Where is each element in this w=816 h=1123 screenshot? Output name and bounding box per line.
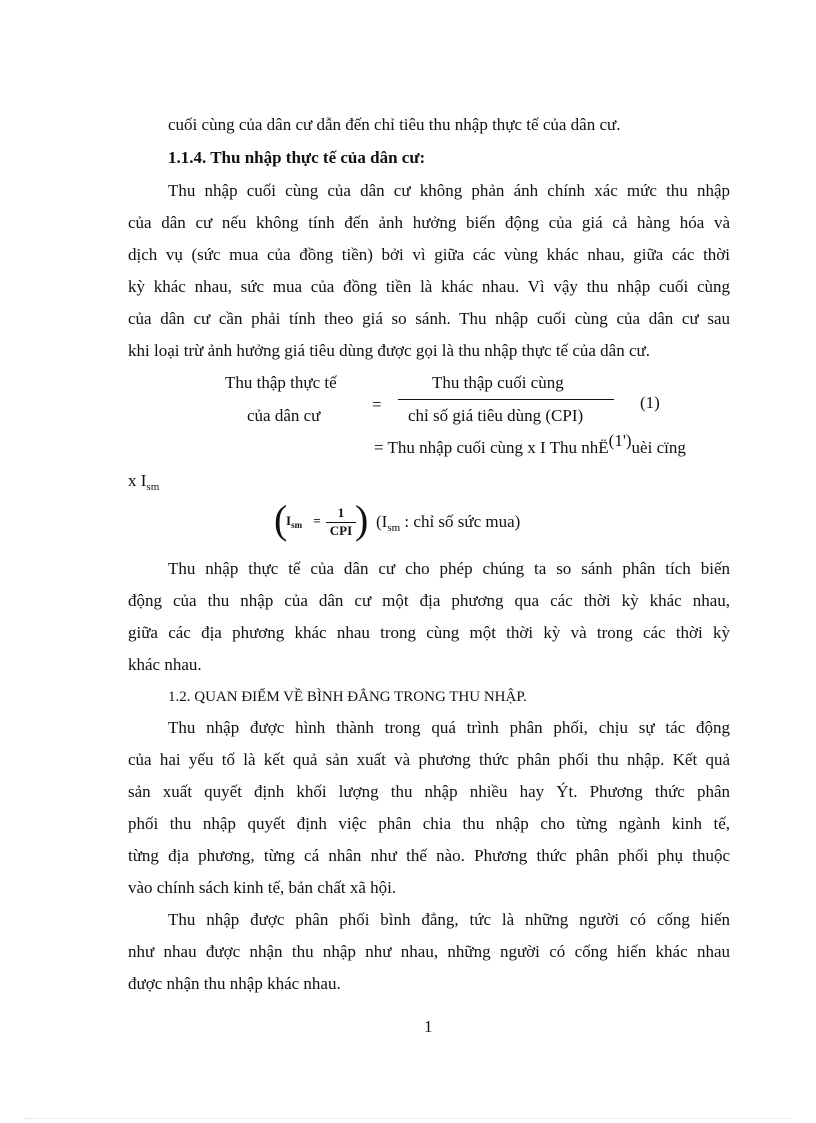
section-heading-1-1-4: 1.1.4. Thu nhập thực tế của dân cư: — [168, 148, 426, 167]
paragraph-line: Thu nhập được hình thành trong quá trình phân phối, chịu sự tác động — [168, 718, 730, 737]
paragraph-line: của dân cư cần phải tính theo giá so sánh. Thu nhập cuối cùng của dân cư sau — [128, 309, 730, 328]
paragraph-line: dịch vụ (sức mua của đồng tiền) bởi vì giữa các vùng khác nhau, giữa các thời — [128, 245, 730, 264]
right-paren: ) — [355, 497, 369, 542]
paragraph-line: được nhận thu nhập khác nhau. — [128, 974, 341, 993]
paragraph-line: của hai yếu tố là kết quả sản xuất và phương thức phân phối thu nhập. Kết quả — [128, 750, 730, 769]
paragraph-line: khi loại trừ ảnh hưởng giá tiêu dùng được gọi là thu nhập thực tế của dân cư. — [128, 341, 650, 360]
paragraph-line: khác nhau. — [128, 655, 202, 674]
ism-lhs-letter: I — [286, 513, 292, 528]
formula-equation-number: (1) — [640, 393, 660, 412]
ism-note-text: : chỉ số sức mua) — [400, 512, 521, 531]
ism-note-sub: sm — [387, 522, 401, 534]
paragraph-line: Thu nhập thực tế của dân cư cho phép chúng ta so sánh phân tích biến — [168, 559, 730, 578]
left-paren: ( — [274, 497, 288, 542]
ism-note — [376, 511, 520, 535]
paragraph-line: động của thu nhập của dân cư một địa phương qua các thời kỳ khác nhau, — [128, 591, 730, 610]
ism-equals: = — [313, 513, 321, 528]
formula-numerator: Thu thập cuối cùng — [432, 373, 564, 392]
paragraph-line: sản xuất quyết định khối lượng thu nhập nhiều hay Ýt. Phương thức phân — [128, 782, 730, 801]
formula-equals: = — [372, 395, 382, 414]
ism-numerator: 1 — [337, 505, 345, 520]
ism-denominator: CPI — [329, 523, 353, 538]
footer-divider — [24, 1118, 792, 1119]
paragraph-line: từng địa phương, từng cá nhân như thế nào. Phương thức phân phối phụ thuộc — [128, 846, 730, 865]
formula-lhs-line2: của dân cư — [247, 406, 321, 425]
paragraph-line: giữa các địa phương khác nhau trong cùng một thời kỳ và trong các thời kỳ — [128, 623, 730, 642]
paragraph-line: Thu nhập cuối cùng của dân cư không phản ánh chính xác mức thu nhập — [168, 181, 730, 200]
formula-second-tail: uèi cïng — [631, 438, 686, 457]
ism-note-open: (I — [376, 512, 388, 531]
section-heading-1-2: 1.2. QUAN ĐIỂM VỀ BÌNH ĐẲNG TRONG THU NHẬP. — [168, 689, 527, 705]
page-number: 1 — [424, 1017, 433, 1036]
ism-lhs-sub: sm — [291, 520, 303, 530]
paragraph-line: vào chính sách kinh tế, bản chất xã hội. — [128, 878, 397, 897]
paragraph-line: phối thu nhập quyết định việc phân chia thu nhập cho từng ngành kinh tế, — [128, 814, 730, 833]
formula-fraction-bar — [398, 399, 614, 400]
formula-denominator: chỉ số giá tiêu dùng (CPI) — [408, 406, 584, 425]
formula-lhs-line1: Thu thập thực tế — [225, 373, 337, 392]
formula-second-text: = Thu nhập cuối cùng x I Thu nhË — [374, 438, 609, 457]
formula-wrap-line — [128, 470, 159, 494]
formula-second-line — [374, 431, 686, 459]
paragraph-line: như nhau được nhận thu nhập như nhau, những người có cống hiến khác nhau — [128, 942, 730, 961]
ism-lhs — [286, 514, 310, 529]
formula-wrap-text: x I — [128, 471, 147, 490]
paragraph-line: Thu nhập được phân phối bình đẳng, tức là những người có cống hiến — [168, 910, 730, 929]
paragraph-line: cuối cùng của dân cư dẫn đến chỉ tiêu thu nhập thực tế của dân cư. — [168, 115, 621, 134]
paragraph-line: của dân cư nếu không tính đến ảnh hưởng biến động của giá cả hàng hóa và — [128, 213, 730, 232]
paragraph-line: kỳ khác nhau, sức mua của đồng tiền là khác nhau. Vì vậy thu nhập cuối cùng — [128, 277, 730, 296]
formula-wrap-sub: sm — [146, 481, 160, 493]
formula-second-sup: (1') — [608, 431, 632, 450]
